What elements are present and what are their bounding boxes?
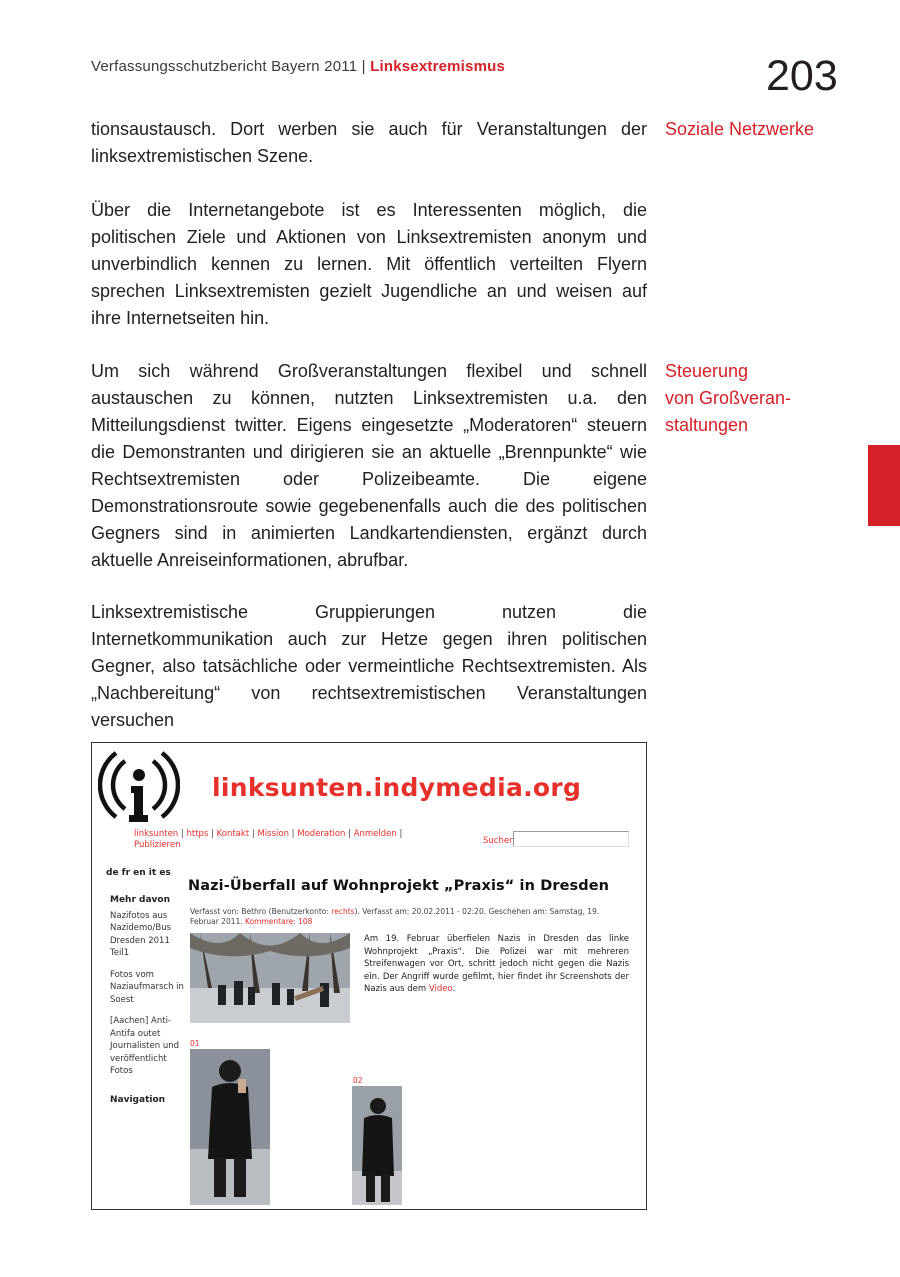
- margin-note-steering: [665, 358, 865, 439]
- article-body-text: Am 19. Februar überfielen Nazis in Dresden das linke Wohnprojekt „Praxis“. Die Polizei war mit mehreren Streifenwagen vor Ort, schritt jedoch nicht gegen die Nazis ein. Der Angriff wurde gefilmt, hier findet ihr Screenshots der Nazis aus dem: [364, 934, 629, 994]
- search-input[interactable]: [513, 831, 629, 847]
- paragraph-4: [91, 599, 647, 734]
- nav-link[interactable]: Kontakt: [216, 829, 250, 839]
- article-body: Am 19. Februar überfielen Nazis in Dresden das linke Wohnprojekt „Praxis“. Die Polizei war mit mehreren Streifenwagen vor Ort, schritt jedoch nicht gegen die Nazis ein. Der Angriff wurde gefilmt, hier findet ihr Screenshots der Nazis aus dem Video.: [364, 934, 629, 994]
- nav-link[interactable]: https: [186, 829, 209, 839]
- search-label: Suchen: [483, 836, 515, 846]
- sidebar: [110, 894, 185, 1106]
- language-links[interactable]: de fr en it es: [106, 868, 171, 878]
- margin-note-text: Soziale Netzwerke: [665, 119, 815, 139]
- paragraph-3: [91, 358, 647, 574]
- paragraph-text: Um sich während Großveranstaltungen flexibel und schnell austauschen zu können, nutzten Linksextremisten u.a. den Mitteilungsdienst twitter. Eigens eingesetzte „Moderatoren“ steuern die Demonstranten und dirigieren sie an aktuelle „Brennpunkte“ wie Rechtsextremisten oder Polizeibeamte. Die eigene Demonstrationsroute sowie gegebenenfalls auch die des politischen Gegners sind in animierten Landkartendiensten, ergänzt durch aktuelle Anreiseinformationen, abrufbar.: [91, 361, 647, 570]
- photo-label: 01: [190, 1039, 200, 1048]
- paragraph-text: Linksextremistische Gruppierungen nutzen die Internetkommunikation auch zur Hetze gegen ihren politischen Gegner, also tatsächliche oder vermeintliche Rechtsextremisten. Als „Nachbereitung“ von rechtsextremistischen Veranstaltungen versuchen: [91, 602, 647, 730]
- margin-note-line: staltungen: [665, 415, 749, 435]
- site-nav: linksunten | https | Kontakt | Mission | Moderation | Anmelden | Publizieren: [134, 829, 403, 850]
- header-separator: |: [361, 58, 366, 75]
- section-title: Linksextremismus: [370, 58, 506, 75]
- photo-label: 02: [353, 1076, 363, 1085]
- sidebar-heading: Mehr davon: [110, 895, 171, 905]
- paragraph-text: Über die Internetangebote ist es Interessenten möglich, die politischen Ziele und Aktionen von Linksextremisten anonym und unverbindlich kennen zu lernen. Mit öffentlich verteilten Flyern sprechen Linksextremisten gezielt Jugendliche an und weisen auf ihre Internetseiten hin.: [91, 200, 647, 328]
- meta-prefix: Verfasst von: Bethro (Benutzerkonto:: [190, 907, 329, 916]
- margin-note-line: von Großveran-: [665, 388, 792, 408]
- sidebar-link[interactable]: Nazifotos aus Nazidemo/Bus Dresden 2011 Teil1: [110, 910, 172, 958]
- nav-link[interactable]: Mission: [257, 829, 289, 839]
- meta-mid: ). Verfasst am: 20.02.2011 - 02:20. Geschehen am: Samstag, 19. Februar 2011.: [190, 907, 600, 926]
- nav-link[interactable]: Moderation: [297, 829, 346, 839]
- page-number: 203: [766, 52, 838, 100]
- paragraph-1: [91, 116, 647, 170]
- chapter-tab-marker: [868, 445, 900, 526]
- indymedia-logo-icon: [98, 747, 180, 829]
- paragraph-2: [91, 197, 647, 332]
- sidebar-link[interactable]: Fotos vom Naziaufmarsch in Soest: [110, 969, 184, 1005]
- nav-link[interactable]: Publizieren: [134, 840, 181, 850]
- report-title: Verfassungsschutzbericht Bayern 2011: [91, 58, 358, 75]
- article-photo-person-2: [352, 1086, 402, 1205]
- article-meta: [190, 907, 600, 926]
- margin-note-social-networks: [665, 116, 865, 143]
- paragraph-text: tionsaustausch. Dort werben sie auch für Veranstaltungen der linksextremistischen Szene.: [91, 119, 647, 166]
- site-name[interactable]: linksunten.indymedia.org: [212, 773, 582, 802]
- sidebar-navigation-heading: Navigation: [110, 1094, 166, 1105]
- article-video-link[interactable]: Video: [428, 984, 453, 994]
- article-photo-street: [190, 933, 350, 1023]
- meta-comments-link[interactable]: Kommentare: 108: [245, 916, 313, 926]
- nav-link[interactable]: linksunten: [134, 829, 179, 839]
- article-title: Nazi-Überfall auf Wohnprojekt „Praxis“ in Dresden: [188, 878, 610, 894]
- margin-note-line: Steuerung: [665, 361, 749, 381]
- website-screenshot-figure: [91, 742, 647, 1210]
- sidebar-link[interactable]: [Aachen] Anti-Antifa outet Journalisten und veröffentlicht Fotos: [110, 1016, 180, 1076]
- meta-account-link[interactable]: rechts: [331, 907, 355, 916]
- article-photo-person-1: [190, 1049, 270, 1205]
- running-header: [91, 58, 505, 75]
- nav-link[interactable]: Anmelden: [353, 829, 397, 839]
